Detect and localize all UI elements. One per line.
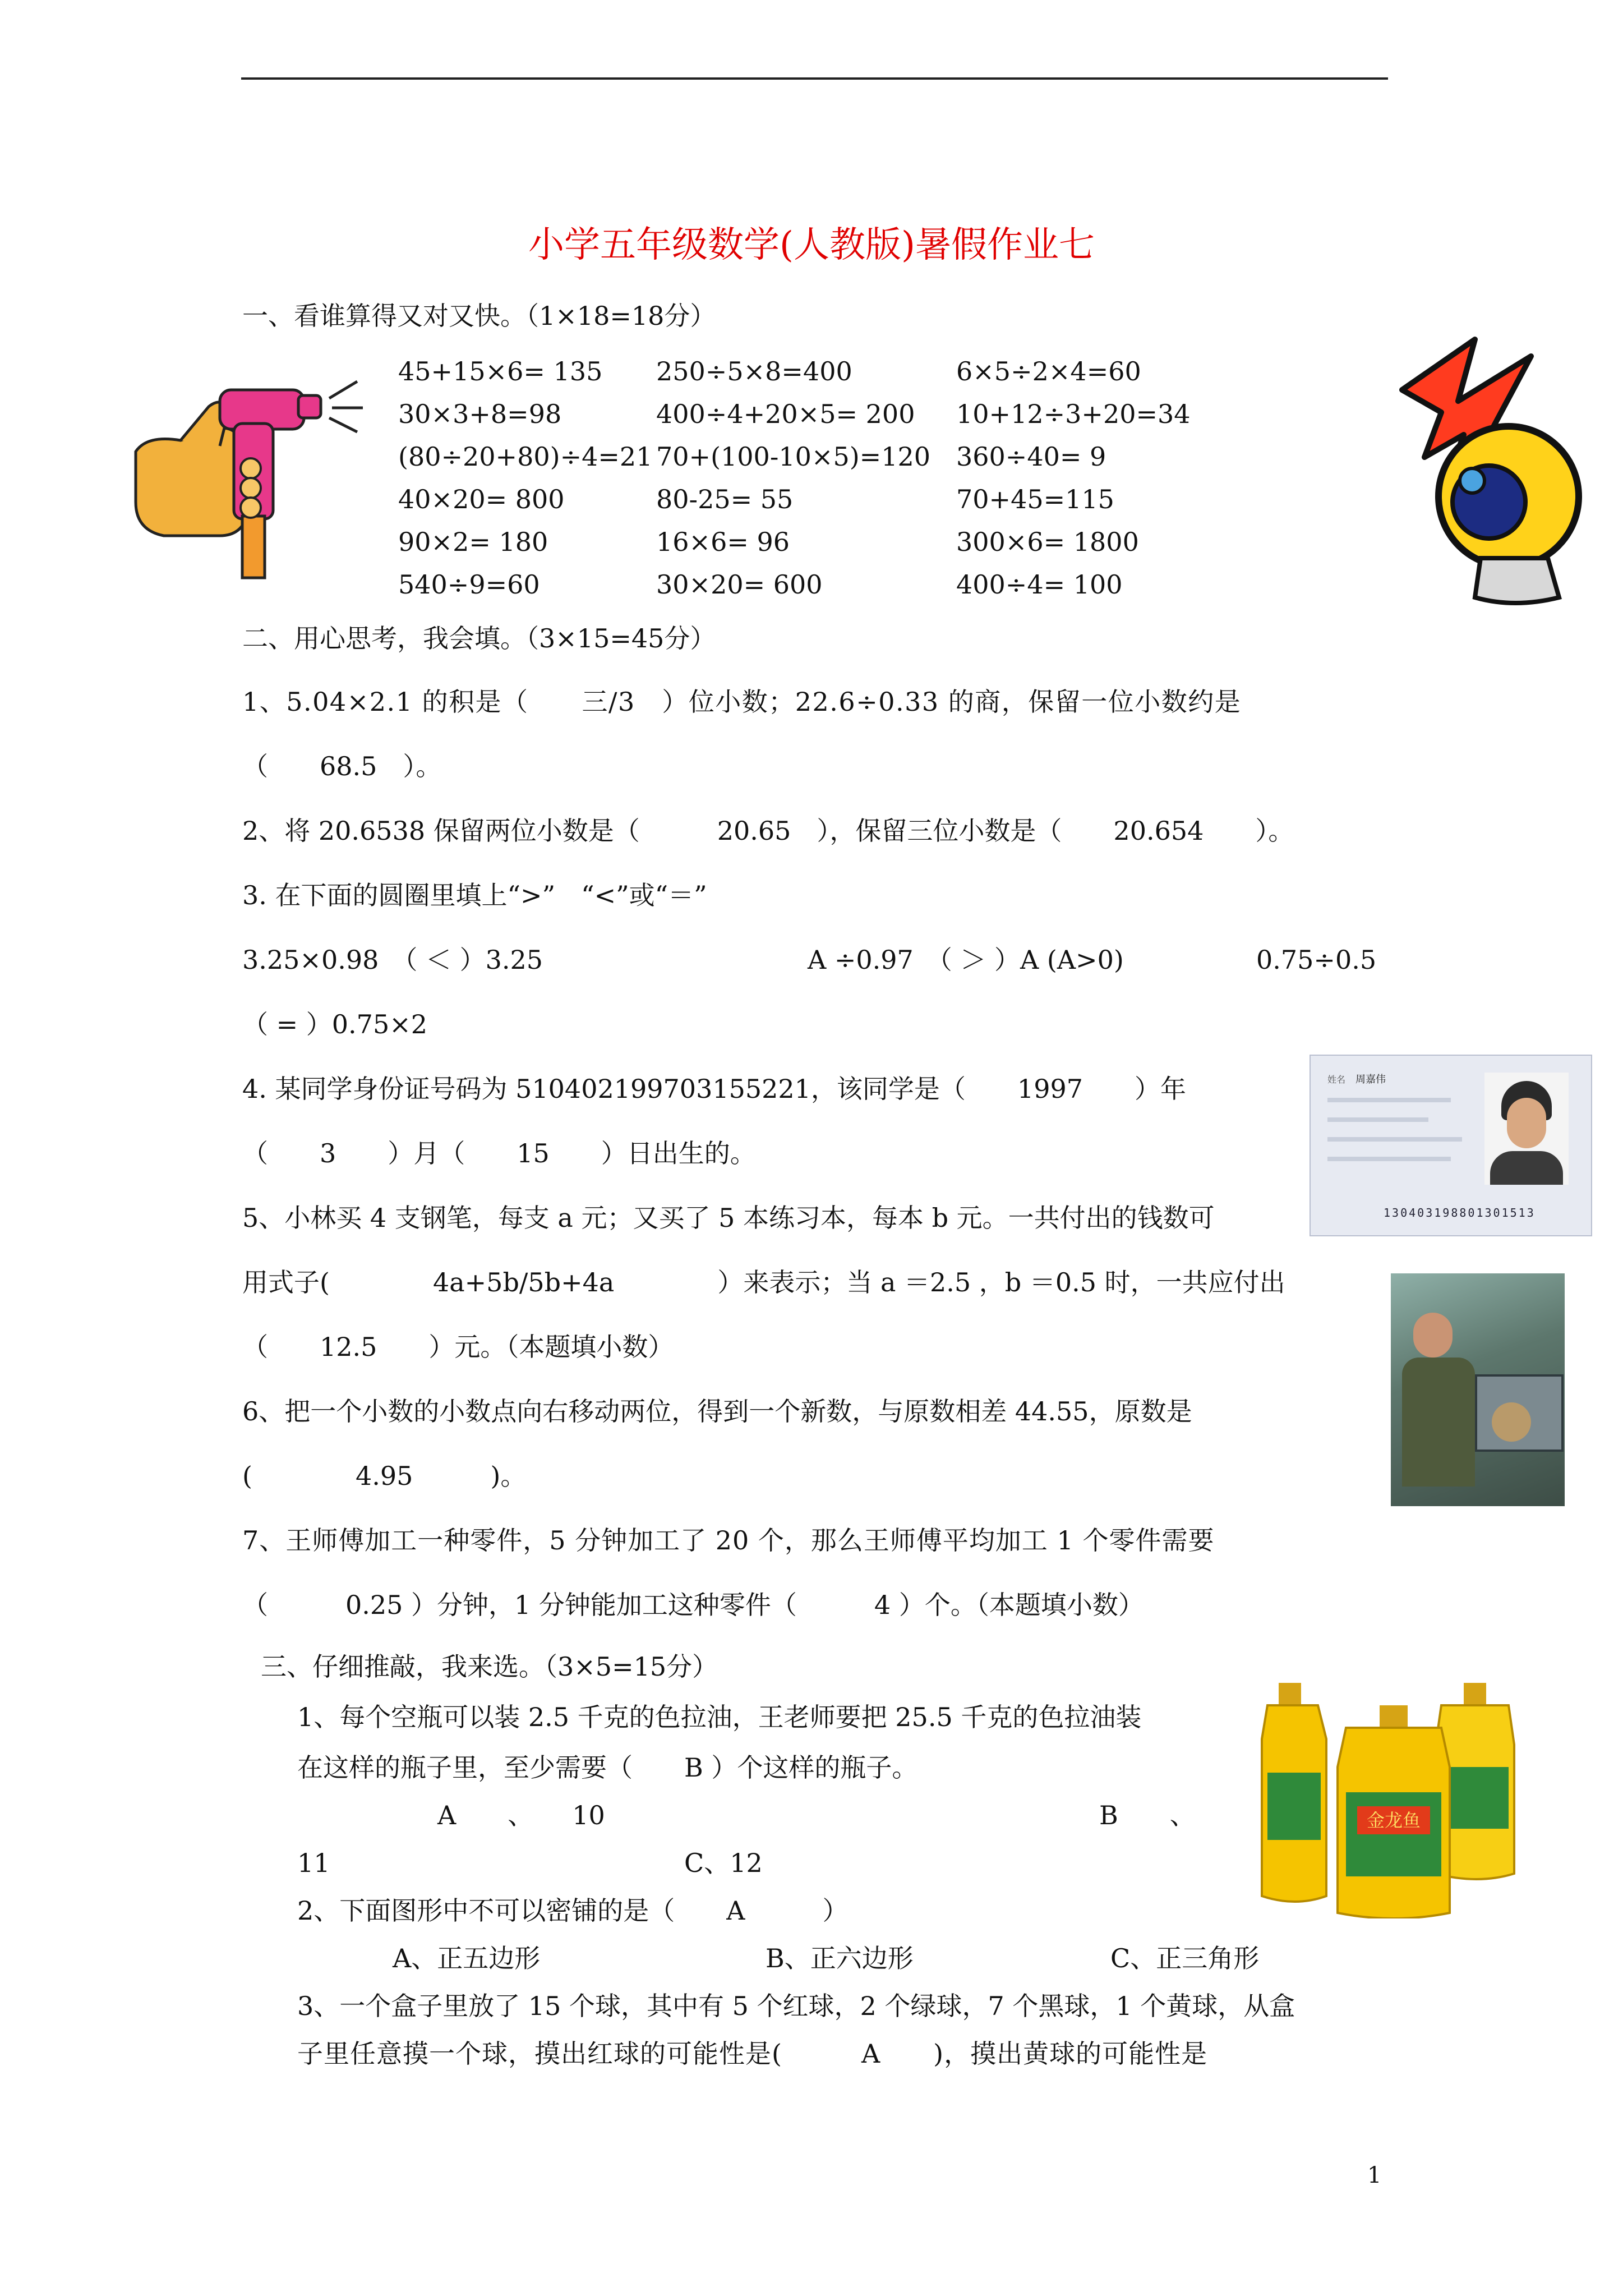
calc-item: 540÷9=60 [398, 569, 540, 600]
lightning-dish-illustration [1391, 334, 1587, 614]
calc-item: 400÷4= 100 [956, 569, 1123, 600]
s2-q3-line1: 3. 在下面的圆圈里填上“>” “<”或“＝” [242, 880, 707, 910]
s2-q5-line1: 5、小林买 4 支钢笔，每支 a 元；又买了 5 本练习本，每本 b 元。一共付出的钱数可 [242, 1203, 1215, 1233]
s3-q2-optB: B、正六边形 [766, 1943, 914, 1973]
s2-q3-line3: （ = ）0.75×2 [242, 1009, 428, 1039]
s3-q1-optC: C、12 [684, 1848, 763, 1878]
page-number: 1 [1367, 2162, 1382, 2188]
s2-q6-line2: ( 4.95 )。 [242, 1461, 527, 1491]
id-card-name: 周嘉伟 [1355, 1074, 1386, 1085]
section3-heading: 三、仔细推敲，我来选。（3×5=15分） [261, 1651, 718, 1682]
calc-item: 360÷40= 9 [956, 441, 1106, 472]
calc-item: 10+12÷3+20=34 [956, 399, 1191, 429]
s2-q3-a: 3.25×0.98 （ ＜ ）3.25 [242, 945, 543, 975]
s2-q4-line1: 4. 某同学身份证号码为 510402199703155221，该同学是（ 1997 ）年 [242, 1074, 1186, 1104]
s2-q3-b: A ÷0.97 （ ＞ ）A (A>0) [808, 945, 1124, 975]
s2-q1-line1: 1、5.04×2.1 的积是（ 三/3 ）位小数；22.6÷0.33 的商，保留一位小数约是 [242, 687, 1242, 717]
calc-item: 16×6= 96 [656, 527, 790, 557]
calc-item: 400÷4+20×5= 200 [656, 399, 915, 429]
s2-q5-line2: 用式子( 4a+5b/5b+4a ）来表示；当 a ＝2.5 ，b ＝0.5 时，一共应付出 [242, 1267, 1285, 1297]
s2-q7-line2: （ 0.25 ）分钟，1 分钟能加工这种零件（ 4 ）个。（本题填小数） [242, 1590, 1144, 1620]
s2-q5-line3: （ 12.5 ）元。（本题填小数） [242, 1332, 674, 1362]
calc-item: 40×20= 800 [398, 484, 565, 514]
calc-item: 45+15×6= 135 [398, 356, 603, 386]
s3-q1-optB-value: 11 [297, 1848, 330, 1878]
oil-brand-label: 金龙鱼 [1366, 1810, 1421, 1831]
hand-spray-illustration [130, 367, 366, 581]
calc-item: 90×2= 180 [398, 527, 548, 557]
calc-item: 80-25= 55 [656, 484, 794, 514]
s2-q2: 2、将 20.6538 保留两位小数是（ 20.65 ），保留三位小数是（ 20.654 ）。 [242, 816, 1294, 846]
id-card-number: 130403198801301513 [1384, 1206, 1536, 1220]
s3-q1-optA: A 、 10 [437, 1800, 605, 1830]
satellite-dish-icon [1438, 426, 1579, 603]
s3-q2-optA: A、正五边形 [393, 1943, 541, 1973]
calc-item: 30×3+8=98 [398, 399, 562, 429]
s2-q7-line1: 7、王师傅加工一种零件，5 分钟加工了 20 个，那么王师傅平均加工 1 个零件需要 [242, 1525, 1215, 1556]
calc-item: 300×6= 1800 [956, 527, 1139, 557]
s3-q1-line2: 在这样的瓶子里，至少需要（ B ）个这样的瓶子。 [297, 1752, 918, 1783]
s3-q3-line1: 3、一个盒子里放了 15 个球，其中有 5 个红球，2 个绿球，7 个黑球，1 个黄球，从盒 [297, 1991, 1295, 2021]
s3-q2-line1: 2、下面图形中不可以密铺的是（ A ） [297, 1895, 849, 1926]
spray-gun-icon [220, 390, 321, 578]
s3-q1-optB: B 、 [1099, 1800, 1196, 1830]
calc-item: 70+45=115 [956, 484, 1114, 514]
page-title: 小学五年级数学(人教版)暑假作业七 [528, 224, 1095, 266]
calc-item: 70+(100-10×5)=120 [656, 441, 930, 472]
s3-q1-line1: 1、每个空瓶可以装 2.5 千克的色拉油，王老师要把 25.5 千克的色拉油装 [297, 1702, 1142, 1732]
calc-item: 6×5÷2×4=60 [956, 356, 1141, 386]
s2-q1-line2: （ 68.5 ）。 [242, 751, 442, 781]
section2-heading: 二、用心思考，我会填。（3×15=45分） [242, 623, 716, 654]
oil-bottles-image [1256, 1672, 1520, 1918]
s3-q3-line2: 子里任意摸一个球，摸出红球的可能性是( A )，摸出黄球的可能性是 [297, 2039, 1208, 2069]
worker-photo [1391, 1273, 1565, 1506]
s3-q2-optC: C、正三角形 [1110, 1943, 1260, 1973]
id-card-portrait [1484, 1073, 1569, 1185]
calc-item: 250÷5×8=400 [656, 356, 852, 386]
s2-q6-line1: 6、把一个小数的小数点向右移动两位，得到一个新数，与原数相差 44.55，原数是 [242, 1396, 1192, 1427]
calc-item: 30×20= 600 [656, 569, 823, 600]
header-rule [241, 77, 1388, 80]
s2-q3-c: 0.75÷0.5 [1256, 945, 1377, 975]
spray-lines-icon [329, 381, 363, 432]
section1-heading: 一、看谁算得又对又快。（1×18=18分） [242, 301, 716, 331]
calc-item: (80÷20+80)÷4=21 [398, 441, 653, 472]
oil-bottle-icon [1262, 1683, 1326, 1902]
id-card-name-label: 姓名 [1327, 1074, 1346, 1085]
id-card-image [1310, 1055, 1592, 1236]
s2-q4-line2: （ 3 ）月（ 15 ）日出生的。 [242, 1138, 756, 1168]
